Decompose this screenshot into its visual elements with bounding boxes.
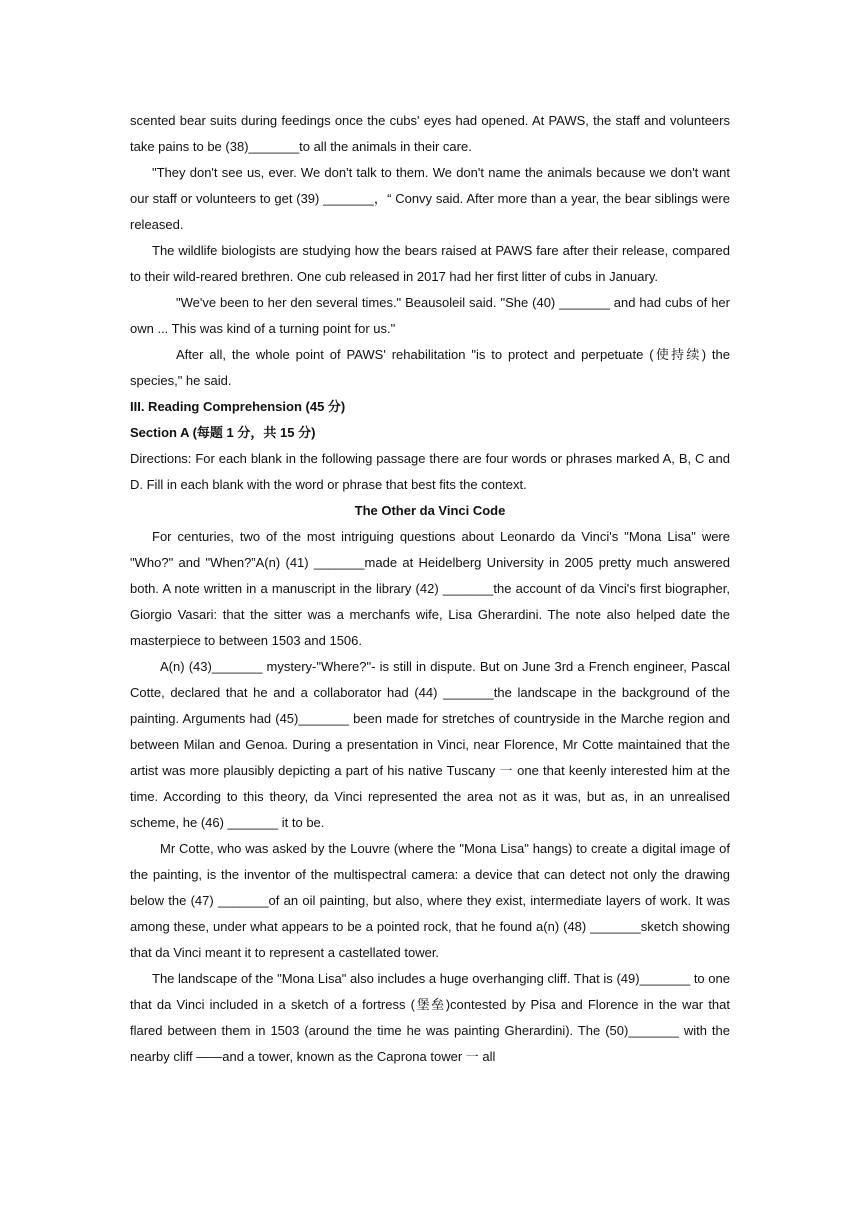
passage-paragraph-1: For centuries, two of the most intriguing questions about Leonardo da Vinci's "Mona Lisa" were "Who?" and "When?”A(n) (41) _______made at Heidelberg University in 2005 pretty much answered both. A note written in a manuscript in the library (42) _______the account of da Vinci's first biographer, Giorgio Vasari: that the sitter was a merchanfs wife, Lisa Gherardini. The note also helped date the masterpiece to between 1503 and 1506. <box>130 529 730 648</box>
paragraph-quote-beausoleil: "We've been to her den several times." Beausoleil said. "She (40) _______ and had cubs of her own ... This was kind of a turning point for us." <box>130 295 730 336</box>
paragraph-conclusion: After all, the whole point of PAWS' rehabilitation "is to protect and perpetuate (使持续) the species," he said. <box>130 347 730 388</box>
paragraph-biologists: The wildlife biologists are studying how the bears raised at PAWS fare after their release, compared to their wild-reared brethren. One cub released in 2017 had her first litter of cubs in January. <box>130 243 730 284</box>
directions-text: Directions: For each blank in the following passage there are four words or phrases marked A, B, C and D. Fill in each blank with the word or phrase that best fits the context. <box>130 451 730 492</box>
paragraph-continuation: scented bear suits during feedings once the cubs' eyes had opened. At PAWS, the staff and volunteers take pains to be (38)_______to all the animals in their care. <box>130 113 730 154</box>
section-heading: III. Reading Comprehension (45 分) <box>130 399 346 414</box>
passage-paragraph-2: A(n) (43)_______ mystery-"Where?"- is still in dispute. But on June 3rd a French engineer, Pascal Cotte, declared that he and a collaborator had (44) _______the landscape in the background of the painting. Arguments had (45)_______ been made for stretches of countryside in the Marche region and between Milan and Genoa. During a presentation in Vinci, near Florence, Mr Cotte maintained that the artist was more plausibly depicting a part of his native Tuscany 一 one that keenly interested him at the time. According to this theory, da Vinci represented the area not as it was, but as, in an unrealised scheme, he (46) _______ it to be. <box>130 659 730 830</box>
passage-title: The Other da Vinci Code <box>354 503 506 518</box>
passage-paragraph-4: The landscape of the "Mona Lisa" also includes a huge overhanging cliff. That is (49)_______ to one that da Vinci included in a sketch of a fortress (堡垒)contested by Pisa and Florence in the war that flared between them in 1503 (around the time he was painting Gherardini). The (50)_______ with the nearby cliff ——and a tower, known as the Caprona tower 一 all <box>130 971 730 1064</box>
passage-paragraph-3: Mr Cotte, who was asked by the Louvre (where the "Mona Lisa" hangs) to create a digital image of the painting, is the inventor of the multispectral camera: a device that can detect not only the drawing below the (47) _______of an oil painting, but also, where they exist, intermediate layers of work. It was among these, under what appears to be a pointed rock, that he found a(n) (48) _______sketch showing that da Vinci meant it to represent a castellated tower. <box>130 841 730 960</box>
paragraph-quote-convy: "They don't see us, ever. We don't talk to them. We don't name the animals because we don't want our staff or volunteers to get (39) _______，“ Convy said. After more than a year, the bear siblings were released. <box>130 165 730 232</box>
section-a-heading: Section A (每题 1 分，共 15 分) <box>130 425 316 440</box>
document-page <box>130 108 730 1070</box>
